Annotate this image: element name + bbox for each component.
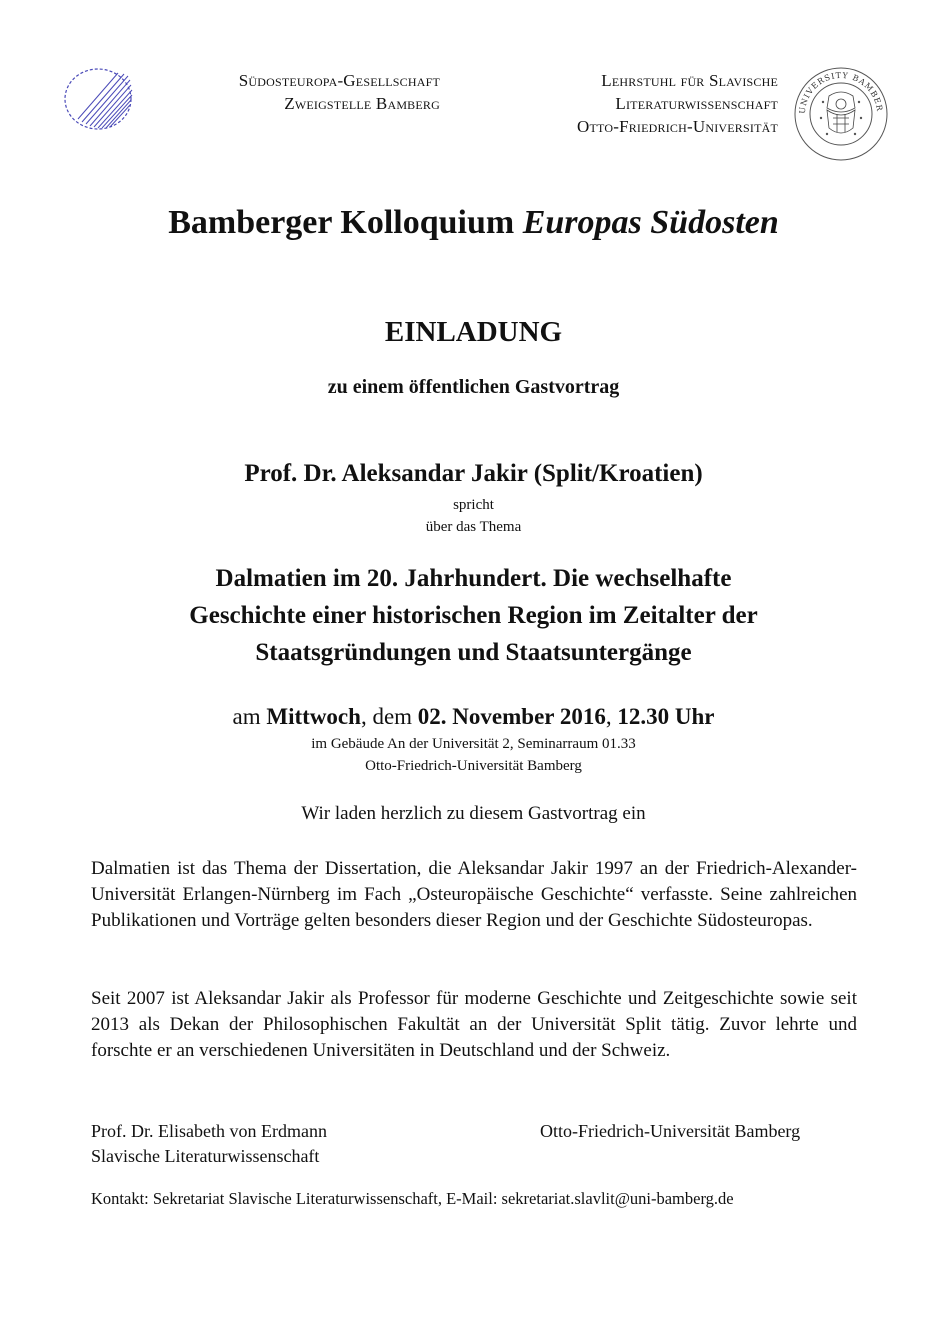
signature-university: Otto-Friedrich-Universität Bamberg [540, 1121, 801, 1141]
speaker-name: Prof. Dr. Aleksandar Jakir (Split/Kroatien) [244, 460, 703, 487]
talk-title [0, 560, 947, 671]
left-organization [150, 69, 440, 115]
talk-title-line-1: Dalmatien im 20. Jahrhundert. Die wechselhafte [215, 565, 732, 592]
university-seal-graphic [793, 66, 889, 162]
body-paragraph-1: Dalmatien ist das Thema der Dissertation, die Aleksandar Jakir 1997 an der Friedrich-Alexander-Universität Erlangen-Nürnberg im Fach „Osteuropäische Geschichte“ verfasste. Seine zahlreichen Publikationen und Vorträge gelten besonders dieser Region und der Geschichte Südosteuropas. [91, 858, 857, 931]
society-logo [60, 66, 138, 132]
signature-right [540, 1119, 800, 1144]
left-org-line-2: Zweigstelle Bamberg [284, 94, 440, 113]
seal-text: UNIVERSITY BAMBER [797, 70, 885, 115]
event-sep: , [605, 704, 618, 729]
right-organization [470, 69, 778, 138]
talk-title-line-2: Geschichte einer historischen Region im Zeitalter der [189, 602, 758, 629]
event-venue: im Gebäude An der Universität 2, Seminarraum 01.33 [311, 736, 636, 752]
event-date: 02. November 2016 [417, 704, 606, 729]
event-time: 12.30 Uhr [617, 704, 715, 729]
series-title-italic: Europas Südosten [522, 204, 779, 241]
right-org-line-3: Otto-Friedrich-Universität [577, 117, 778, 136]
society-logo-graphic [60, 66, 138, 132]
event-dem: , dem [360, 704, 418, 729]
event-weekday: Mittwoch [266, 704, 361, 729]
signature-name: Prof. Dr. Elisabeth von Erdmann [91, 1121, 327, 1141]
series-title-plain: Bamberger Kolloquium [168, 204, 523, 241]
series-title [0, 204, 947, 242]
invitation-subheading: zu einem öffentlichen Gastvortrag [327, 376, 620, 398]
university-seal [793, 66, 889, 162]
svg-text:UNIVERSITY BAMBERG [793, 66, 884, 114]
speaker-line-1: spricht [453, 497, 494, 513]
invitation-heading: EINLADUNG [384, 316, 563, 348]
contact-line: Kontakt: Sekretariat Slavische Literaturwissenschaft, E-Mail: sekretariat.slavlit@uni-bamberg.de [91, 1189, 734, 1208]
signature-department: Slavische Literaturwissenschaft [91, 1146, 320, 1166]
event-university: Otto-Friedrich-Universität Bamberg [365, 758, 582, 774]
event-am: am [232, 704, 267, 729]
talk-title-line-3: Staatsgründungen und Staatsuntergänge [255, 639, 692, 666]
speaker-line-2: über das Thema [425, 519, 522, 535]
right-org-line-2: Literaturwissenschaft [615, 94, 778, 113]
welcome-text: Wir laden herzlich zu diesem Gastvortrag ein [301, 803, 646, 824]
event-datetime [0, 704, 947, 730]
body-paragraph-2: Seit 2007 ist Aleksandar Jakir als Professor für moderne Geschichte und Zeitgeschichte sowie seit 2013 als Dekan der Philosophischen Fakultät an der Universität Split tätig. Zuvor lehrte und forschte er an verschiedenen Universitäten in Deutschland und der Schweiz. [91, 988, 857, 1061]
right-org-line-1: Lehrstuhl für Slavische [601, 71, 778, 90]
signature-left [91, 1119, 327, 1169]
left-org-line-1: Südosteuropa-Gesellschaft [238, 71, 440, 90]
